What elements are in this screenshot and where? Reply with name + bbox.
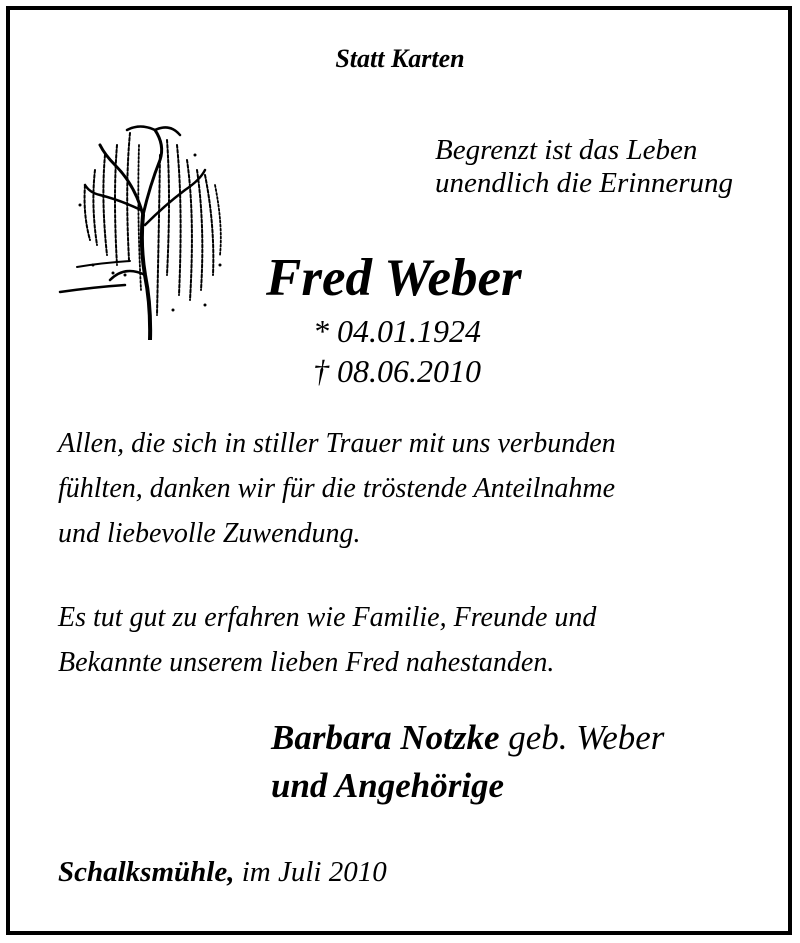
death-date: † 08.06.2010 <box>313 353 481 389</box>
signer-maiden-name: geb. Weber <box>508 718 665 757</box>
weeping-willow-icon <box>55 115 230 340</box>
thanks-paragraph <box>58 421 616 556</box>
closing-paragraph <box>58 595 596 685</box>
header-text: Statt Karten <box>335 44 465 73</box>
signer-relatives: und Angehörige <box>271 766 505 805</box>
birth-date: * 04.01.1924 <box>313 313 481 349</box>
thanks-line-3: und liebevolle Zuwendung. <box>58 518 361 549</box>
thanks-line-1: Allen, die sich in stiller Trauer mit uns verbunden <box>58 428 616 459</box>
signers <box>271 714 664 810</box>
footer-place: Schalksmühle, <box>58 856 235 888</box>
life-dates <box>313 311 481 391</box>
quote <box>435 134 733 200</box>
signer-line-1 <box>271 714 664 762</box>
closing-line-1: Es tut gut zu erfahren wie Familie, Freunde und <box>58 602 597 633</box>
signer-name: Barbara Notzke <box>271 718 500 757</box>
footer-date: im Juli 2010 <box>241 856 387 888</box>
quote-line-2: unendlich die Erinnerung <box>435 167 734 199</box>
quote-line-1: Begrenzt ist das Leben <box>435 134 698 166</box>
footer <box>58 856 387 889</box>
deceased-name: Fred Weber <box>266 249 522 307</box>
closing-line-2: Bekannte unserem lieben Fred nahestanden. <box>58 647 555 678</box>
thanks-line-2: fühlten, danken wir für die tröstende Anteilnahme <box>58 473 616 504</box>
